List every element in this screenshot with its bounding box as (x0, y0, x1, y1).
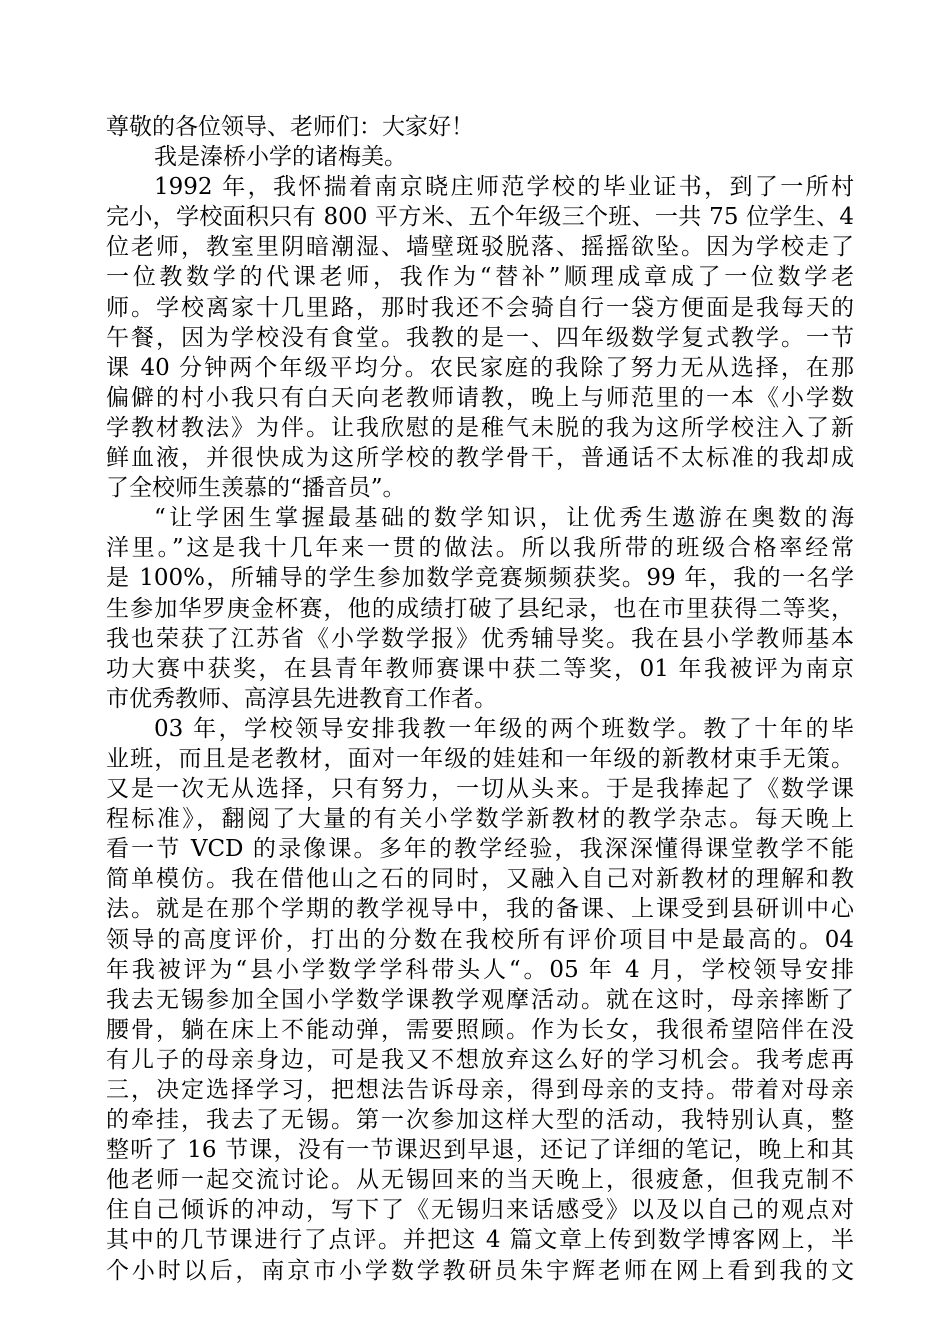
text-line: 住自己倾诉的冲动，写下了《无锡归来话感受》以及以自己的观点对 (106, 1197, 854, 1224)
text-line: 简单模仿。我在借他山之石的同时，又融入自己对新教材的理解和教 (106, 866, 854, 893)
text-line: 三，决定选择学习，把想法告诉母亲，得到母亲的支持。带着对母亲 (106, 1077, 854, 1103)
self-introduction-line: 我是溱桥小学的诸梅美。 (154, 144, 407, 171)
text-line: 看一节 VCD 的录像课。多年的教学经验，我深深懂得课堂教学不能 (106, 836, 854, 863)
text-line: 完小，学校面积只有 800 平方米、五个年级三个班、一共 75 位学生、4 (106, 204, 854, 231)
text-line: 鲜血液，并很快成为这所学校的教学骨干，普通话不太标准的我却成 (106, 445, 854, 472)
speech-body (106, 112, 854, 1286)
text-line: 市优秀教师、高淳县先进教育工作者。 (106, 685, 497, 712)
text-line: 我去无锡参加全国小学数学课教学观摩活动。就在这时，母亲摔断了 (106, 986, 854, 1013)
text-line: “让学困生掌握最基础的数学知识，让优秀生遨游在奥数的海 (154, 505, 854, 532)
text-line: 整听了 16 节课，没有一节课迟到早退，还记了详细的笔记，晚上和其 (106, 1137, 854, 1164)
text-line: 位老师，教室里阴暗潮湿、墙壁斑驳脱落、摇摇欲坠。因为学校走了 (106, 234, 854, 261)
text-line: 又是一次无从选择，只有努力，一切从头来。于是我捧起了《数学课 (106, 776, 854, 803)
text-line: 年我被评为“县小学数学学科带头人“。05 年 4 月，学校领导安排 (106, 956, 854, 983)
text-line: 偏僻的村小我只有白天向老教师请教，晚上与师范里的一本《小学数 (106, 384, 854, 411)
text-line: 我也荣获了江苏省《小学数学报》优秀辅导奖。我在县小学教师基本 (106, 625, 854, 652)
text-line: 程标准》，翻阅了大量的有关小学数学新教材的教学杂志。每天晚上 (106, 806, 854, 833)
greeting-line: 尊敬的各位领导、老师们：大家好！ (106, 114, 474, 140)
text-line: 一位教数学的代课老师，我作为“替补”顺理成章成了一位数学老 (106, 264, 854, 291)
text-line: 03 年，学校领导安排我教一年级的两个班数学。教了十年的毕 (154, 715, 854, 742)
text-line: 法。就是在那个学期的教学视导中，我的备课、上课受到县研训中心 (106, 896, 854, 923)
text-line: 生参加华罗庚金杯赛，他的成绩打破了县纪录，也在市里获得二等奖， (106, 595, 854, 622)
text-line: 业班，而且是老教材，面对一年级的娃娃和一年级的新教材束手无策。 (106, 745, 854, 772)
text-line: 师。学校离家十几里路，那时我还不会骑自行一袋方便面是我每天的 (106, 294, 854, 321)
text-line: 了全校师生羡慕的“播音员”。 (106, 475, 406, 502)
text-line: 他老师一起交流讨论。从无锡回来的当天晚上，很疲惫，但我克制不 (106, 1167, 854, 1194)
text-line: 学教材教法》为伴。让我欣慰的是稚气未脱的我为这所学校注入了新 (106, 414, 854, 441)
text-line: 1992 年，我怀揣着南京晓庄师范学校的毕业证书，到了一所村 (154, 174, 854, 201)
text-line: 腰骨，躺在床上不能动弹，需要照顾。作为长女，我很希望陪伴在没 (106, 1016, 854, 1043)
text-line: 领导的高度评价，打出的分数在我校所有评价项目中是最高的。04 (106, 926, 854, 953)
text-line: 午餐，因为学校没有食堂。我教的是一、四年级数学复式教学。一节 (106, 324, 854, 351)
text-line: 的牵挂，我去了无锡。第一次参加这样大型的活动，我特别认真，整 (106, 1107, 854, 1134)
text-line: 其中的几节课进行了点评。并把这 4 篇文章上传到数学博客网上，半 (106, 1227, 854, 1254)
text-line: 课 40 分钟两个年级平均分。农民家庭的我除了努力无从选择，在那 (106, 354, 854, 381)
text-line: 个小时以后，南京市小学数学教研员朱宇辉老师在网上看到我的文 (106, 1257, 854, 1284)
text-line: 有儿子的母亲身边，可是我又不想放弃这么好的学习机会。我考虑再 (106, 1046, 854, 1073)
text-line: 洋里。”这是我十几年来一贯的做法。所以我所带的班级合格率经常 (106, 535, 854, 562)
text-line: 是 100%，所辅导的学生参加数学竞赛频频获奖。99 年，我的一名学 (106, 565, 854, 592)
text-line: 功大赛中获奖，在县青年教师赛课中获二等奖，01 年我被评为南京 (106, 655, 854, 682)
